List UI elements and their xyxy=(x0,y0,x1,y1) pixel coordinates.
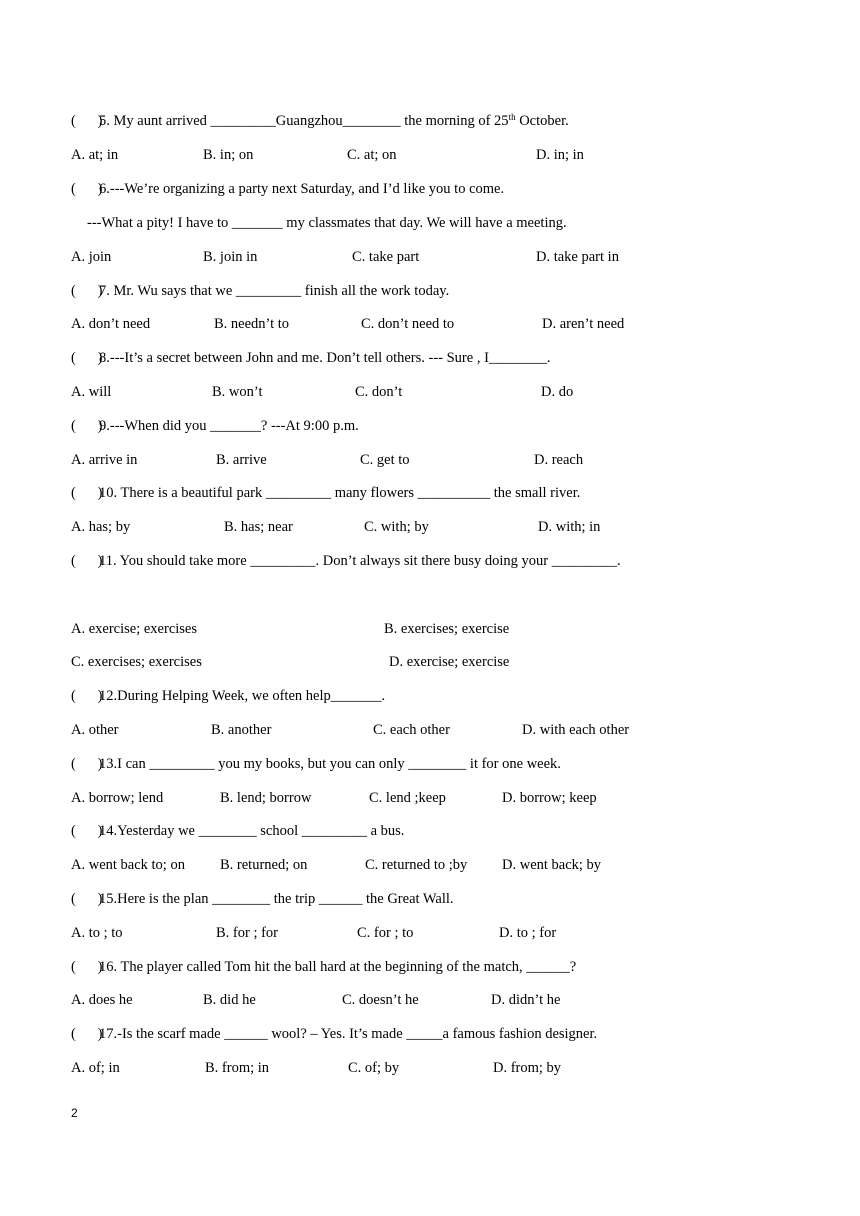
question-10 xyxy=(71,483,581,503)
option-d: D. with; in xyxy=(538,519,601,535)
option-b: B. exercises; exercise xyxy=(384,621,510,637)
option-a: A. went back to; on xyxy=(71,857,185,873)
question-text: 9.---When did you _______? ---At 9:00 p.m. xyxy=(99,418,359,434)
question-13 xyxy=(71,754,561,774)
question-7 xyxy=(71,281,450,301)
options-7 xyxy=(71,314,625,334)
options-15 xyxy=(71,923,557,943)
option-b: B. lend; borrow xyxy=(220,790,312,806)
option-a: A. does he xyxy=(71,992,133,1008)
question-9 xyxy=(71,416,359,436)
option-d: D. with each other xyxy=(522,722,630,738)
option-c: C. get to xyxy=(360,452,410,468)
options-16 xyxy=(71,990,561,1010)
option-c: C. lend ;keep xyxy=(369,790,446,806)
option-c: C. doesn’t he xyxy=(342,992,419,1008)
question-text: 15.Here is the plan ________ the trip ______ the Great Wall. xyxy=(99,891,454,907)
question-text: 6.---We’re organizing a party next Saturday, and I’d like you to come. xyxy=(99,181,505,197)
option-a: A. other xyxy=(71,722,119,738)
options-11-row-2 xyxy=(71,652,510,672)
option-c: C. with; by xyxy=(364,519,429,535)
answer-blank[interactable]: ( ) xyxy=(71,181,103,197)
question-text: 14.Yesterday we ________ school _________ a bus. xyxy=(99,823,405,839)
option-c: C. at; on xyxy=(347,147,397,163)
question-text: 7. Mr. Wu says that we _________ finish all the work today. xyxy=(99,283,450,299)
option-a: A. join xyxy=(71,249,112,265)
option-b: B. returned; on xyxy=(220,857,308,873)
option-a: A. to ; to xyxy=(71,925,123,941)
question-16 xyxy=(71,957,577,977)
question-8 xyxy=(71,348,551,368)
option-a: A. borrow; lend xyxy=(71,790,164,806)
question-14 xyxy=(71,821,405,841)
question-text: 17.-Is the scarf made ______ wool? – Yes. It’s made _____a famous fashion designer. xyxy=(99,1026,598,1042)
answer-blank[interactable]: ( ) xyxy=(71,823,103,839)
question-text: 5. My aunt arrived _________Guangzhou________ the morning of 25th October. xyxy=(99,112,569,129)
question-text: 13.I can _________ you my books, but you can only ________ it for one week. xyxy=(99,756,561,772)
options-17 xyxy=(71,1058,562,1078)
option-a: A. exercise; exercises xyxy=(71,621,198,637)
options-5 xyxy=(71,145,584,165)
option-d: D. reach xyxy=(534,452,584,468)
option-d: D. borrow; keep xyxy=(502,790,597,806)
answer-blank[interactable]: ( ) xyxy=(71,418,103,434)
question-text: 12.During Helping Week, we often help_______. xyxy=(99,688,386,704)
options-8 xyxy=(71,382,574,402)
option-d: D. went back; by xyxy=(502,857,602,873)
options-10 xyxy=(71,517,601,537)
answer-blank[interactable]: ( ) xyxy=(71,283,103,299)
option-c: C. don’t xyxy=(355,384,403,400)
answer-blank[interactable]: ( ) xyxy=(71,756,103,772)
option-c: C. returned to ;by xyxy=(365,857,468,873)
options-11-row-1 xyxy=(71,619,510,639)
options-12 xyxy=(71,720,630,740)
question-17 xyxy=(71,1024,598,1044)
option-b: B. needn’t to xyxy=(214,316,290,332)
option-b: B. for ; for xyxy=(216,925,279,941)
option-b: B. another xyxy=(211,722,272,738)
option-b: B. did he xyxy=(203,992,256,1008)
option-d: D. in; in xyxy=(536,147,584,163)
option-d: D. exercise; exercise xyxy=(389,654,510,670)
question-text: 16. The player called Tom hit the ball hard at the beginning of the match, ______? xyxy=(99,959,577,975)
question-11 xyxy=(71,551,621,571)
option-d: D. aren’t need xyxy=(542,316,625,332)
option-a: A. has; by xyxy=(71,519,131,535)
question-text: 8.---It’s a secret between John and me. Don’t tell others. --- Sure , I________. xyxy=(99,350,551,366)
question-text: 11. You should take more _________. Don’t always sit there busy doing your _________. xyxy=(99,553,621,569)
options-9 xyxy=(71,450,584,470)
answer-blank[interactable]: ( ) xyxy=(71,553,103,569)
option-b: B. join in xyxy=(203,249,258,265)
option-d: D. from; by xyxy=(493,1060,562,1076)
question-text: 10. There is a beautiful park _________ many flowers __________ the small river. xyxy=(99,485,581,501)
option-a: A. don’t need xyxy=(71,316,151,332)
option-b: B. in; on xyxy=(203,147,254,163)
option-b: B. won’t xyxy=(212,384,263,400)
option-c: C. don’t need to xyxy=(361,316,455,332)
option-d: D. do xyxy=(541,384,574,400)
answer-blank[interactable]: ( ) xyxy=(71,485,103,501)
question-6-continuation: ---What a pity! I have to _______ my classmates that day. We will have a meeting. xyxy=(87,215,567,231)
option-a: A. of; in xyxy=(71,1060,120,1076)
option-c: C. take part xyxy=(352,249,420,265)
answer-blank[interactable]: ( ) xyxy=(71,350,103,366)
option-c: C. exercises; exercises xyxy=(71,654,202,670)
options-6 xyxy=(71,247,619,267)
option-d: D. take part in xyxy=(536,249,619,265)
answer-blank[interactable]: ( ) xyxy=(71,113,103,129)
option-c: C. each other xyxy=(373,722,450,738)
option-a: A. arrive in xyxy=(71,452,138,468)
option-c: C. of; by xyxy=(348,1060,400,1076)
answer-blank[interactable]: ( ) xyxy=(71,1026,103,1042)
question-12 xyxy=(71,686,386,706)
option-a: A. will xyxy=(71,384,112,400)
question-15 xyxy=(71,889,454,909)
answer-blank[interactable]: ( ) xyxy=(71,959,103,975)
option-b: B. from; in xyxy=(205,1060,270,1076)
options-14 xyxy=(71,855,602,875)
option-d: D. to ; for xyxy=(499,925,557,941)
question-5 xyxy=(71,111,569,131)
options-13 xyxy=(71,788,597,808)
question-6 xyxy=(71,179,505,199)
option-d: D. didn’t he xyxy=(491,992,561,1008)
option-b: B. has; near xyxy=(224,519,293,535)
option-b: B. arrive xyxy=(216,452,267,468)
answer-blank[interactable]: ( ) xyxy=(71,688,103,704)
option-c: C. for ; to xyxy=(357,925,414,941)
option-a: A. at; in xyxy=(71,147,119,163)
page-number: 2 xyxy=(71,1106,78,1120)
answer-blank[interactable]: ( ) xyxy=(71,891,103,907)
